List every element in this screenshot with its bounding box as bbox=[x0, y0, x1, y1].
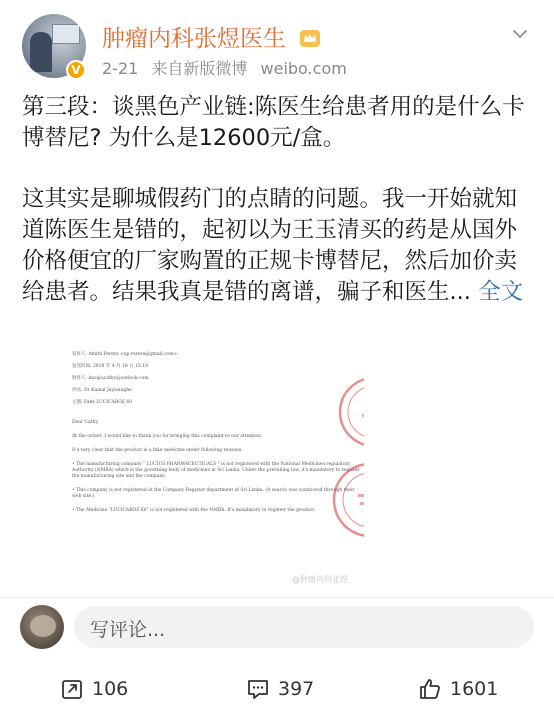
post-site: weibo.com bbox=[260, 59, 347, 78]
post-date: 2-21 bbox=[102, 59, 139, 78]
crown-icon bbox=[299, 28, 321, 48]
author-name[interactable]: 肿瘤内科张煜医生 bbox=[102, 26, 286, 52]
doc-paragraph: It's very clear that the product is a fake medicine under following reasons. bbox=[72, 448, 243, 453]
forward-count: 106 bbox=[92, 678, 129, 700]
document-body bbox=[72, 420, 362, 516]
thumbs-up-icon bbox=[418, 677, 442, 701]
post-meta bbox=[102, 56, 355, 79]
comment-icon bbox=[246, 677, 270, 701]
action-bar bbox=[0, 674, 554, 706]
like-button[interactable] bbox=[418, 674, 498, 704]
comment-count: 397 bbox=[278, 678, 315, 700]
post-title-text: 第三段：谈黑色产业链:陈医生给患者用的是什么卡博替尼? 为什么是12600元/盒。 bbox=[22, 94, 525, 151]
doc-paragraph: • The Medicine "LUCICABOZ 60" is not registered with the NMRA. It's mandatory to register the product. bbox=[72, 508, 316, 513]
post-header bbox=[22, 14, 532, 84]
user-avatar[interactable] bbox=[20, 605, 64, 649]
document-header bbox=[72, 352, 177, 406]
chevron-down-icon[interactable] bbox=[508, 22, 532, 46]
doc-paragraph: • The manufacturing company " LUCIUS PHARMACEUTICALS " is not registered with the National Medicines regulatory Authority (NMRA) which is the governing body of medicines in Sri Lanka. Under the prevailing law, it's mandatory to register the manufacturing site and the company. bbox=[72, 462, 360, 479]
comment-input[interactable] bbox=[74, 606, 534, 648]
doc-cc: 抄送: Dr Kamal Jayasinghe bbox=[72, 388, 132, 393]
doc-sent: 发送时间: 2019 年 4 月 18 日 15:18 bbox=[72, 364, 149, 369]
post-body bbox=[22, 184, 534, 308]
divider bbox=[0, 597, 554, 598]
like-count: 1601 bbox=[450, 678, 499, 700]
image-watermark: @肿瘤内科张煜 bbox=[292, 575, 348, 584]
comment-placeholder: 写评论... bbox=[90, 619, 166, 641]
post-source: 来自新版微博 bbox=[151, 59, 248, 78]
expand-full-text-link[interactable]: 全文 bbox=[470, 279, 524, 305]
author-name-row bbox=[102, 20, 321, 53]
doc-paragraph: At the outset, I would like to thank you for bringing this complaint to our attention. bbox=[72, 434, 263, 439]
doc-sender: 发件人: Amith Perera <ap.rerera@gmail.com> bbox=[72, 352, 178, 357]
forward-button[interactable] bbox=[60, 674, 128, 704]
doc-subject: 主题: Fake LUCICABOZ 60 bbox=[72, 400, 133, 405]
verified-badge-icon: V bbox=[66, 60, 86, 80]
post-image[interactable] bbox=[62, 342, 364, 588]
doc-paragraph: • This company is not registered at the Company Register department of Sri Lanka. (A search was conducted through their web site.) bbox=[72, 488, 355, 499]
doc-greeting: Dear Cathy, bbox=[72, 420, 99, 425]
post-body-text: 这其实是聊城假药门的点睛的问题。我一开始就知道陈医生是错的，起初以为王玉清买的药是从国外价格便宜的厂家购置的正规卡博替尼，然后加价卖给患者。结果我真是错的离谱，骗子和医生... bbox=[22, 186, 518, 305]
forward-icon bbox=[60, 677, 84, 701]
post-content bbox=[22, 92, 534, 308]
comment-button[interactable] bbox=[246, 674, 314, 704]
official-seal-stamp bbox=[324, 372, 364, 542]
doc-to: 收件人: kao@acathy@outlook.com bbox=[72, 376, 149, 381]
